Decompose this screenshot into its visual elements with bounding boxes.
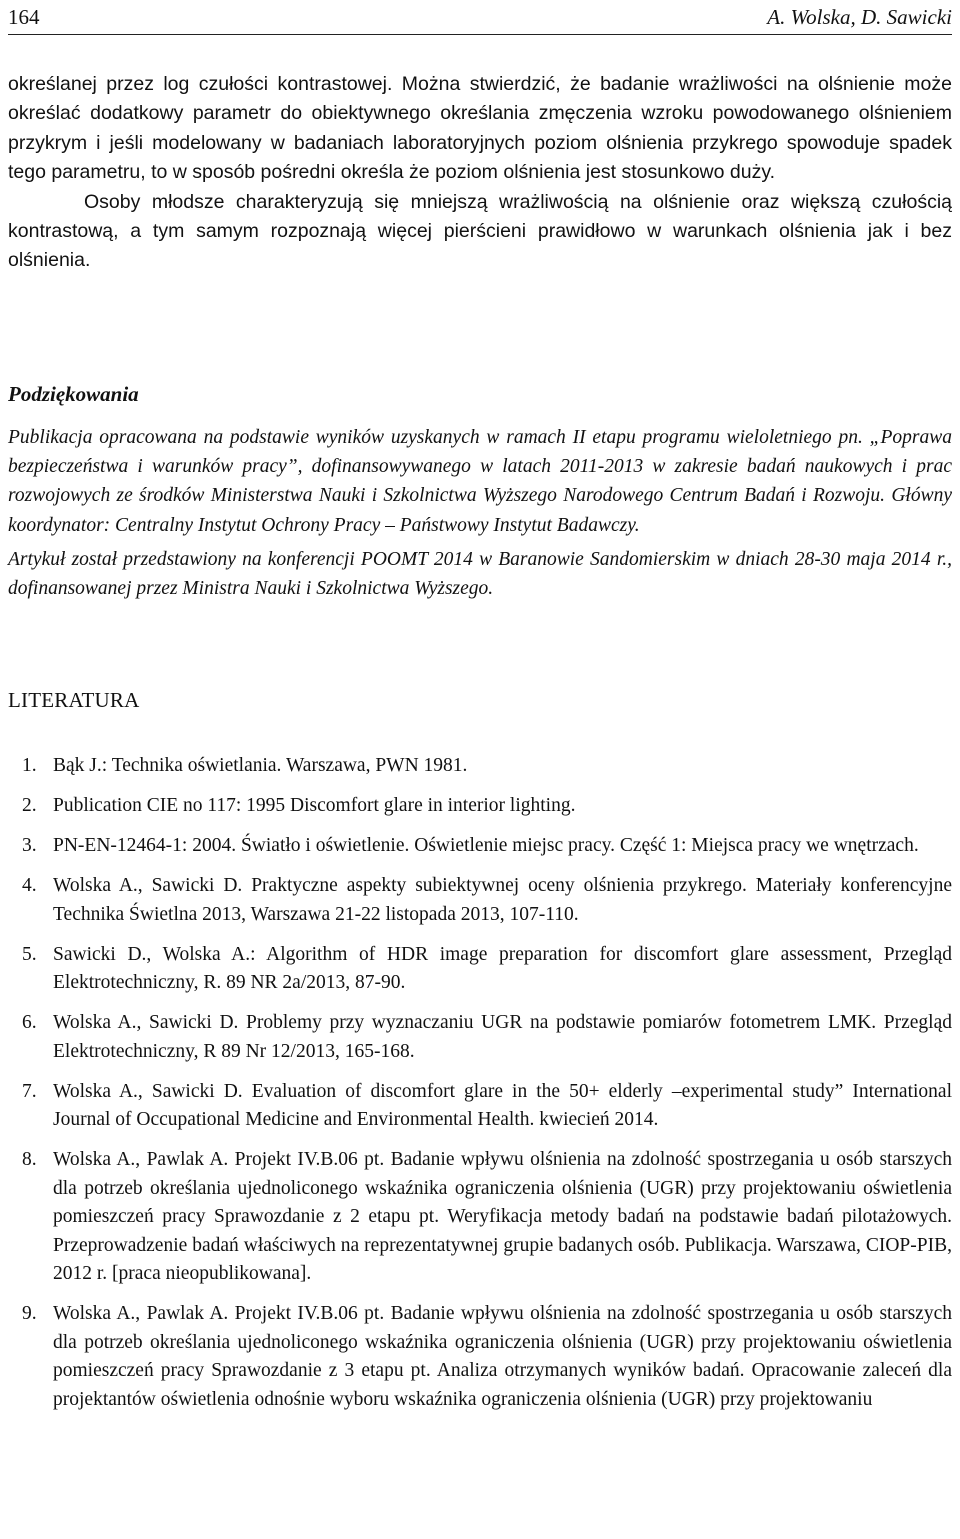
reference-item [8,941,952,998]
reference-text: Sawicki D., Wolska A.: Algorithm of HDR image preparation for discomfort glare assessment, Przegląd Elektrotechniczny, R. 89 NR 2a/2013, 87-90. [53,943,952,993]
reference-item [8,1146,952,1289]
body-text [8,70,952,276]
page-header [8,0,952,35]
reference-item [8,1300,952,1414]
reference-item [8,1009,952,1066]
reference-number: 4. [22,875,37,896]
reference-number: 2. [22,795,37,816]
reference-number: 1. [22,755,37,776]
acknowledgements-paragraph: Artykuł został przedstawiony na konferencji POOMT 2014 w Baranowie Sandomierskim w dniach 28-30 maja 2014 r., dofinansowanej przez Ministra Nauki i Szkolnictwa Wyższego. [8,548,952,600]
reference-text: PN-EN-12464-1: 2004. Światło i oświetlenie. Oświetlenie miejsc pracy. Część 1: Miejsca pracy we wnętrzach. [53,835,919,856]
acknowledgements-paragraph: Publikacja opracowana na podstawie wyników uzyskanych w ramach II etapu programu wieloletniego pn. „Poprawa bezpieczeństwa i warunków pracy”, dofinansowywanego w latach 2011-2013 w zakresie badań naukowych i prac rozwojowych ze środków Ministerstwa Nauki i Szkolnictwa Wyższego Narodowego Centrum Badań i Rozwoju. Główny koordynator: Centralny Instytut Ochrony Pracy – Państwowy Instytut Badawczy. [8,427,952,536]
page-number: 164 [8,5,40,29]
acknowledgements-heading: Podziękowania [8,382,139,406]
reference-number: 3. [22,835,37,856]
reference-number: 9. [22,1303,37,1324]
reference-item [8,832,952,861]
reference-item [8,752,952,781]
acknowledgements-section [8,423,952,603]
reference-text: Publication CIE no 117: 1995 Discomfort glare in interior lighting. [53,795,576,816]
reference-text: Wolska A., Pawlak A. Projekt IV.B.06 pt. Badanie wpływu olśnienia na zdolność spostrzegania u osób starszych dla potrzeb określania ujednoliconego wskaźnika ograniczenia olśnienia (UGR) przy projektowaniu oświetlenia pomieszczeń pracy Sprawozdanie z 3 etapu pt. Analiza otrzymanych wyników badań. Opracowanie zaleceń dla projektantów oświetlenia odnośnie wyboru wskaźnika ograniczenia olśnienia (UGR) przy projektowaniu [53,1303,952,1410]
reference-text: Wolska A., Sawicki D. Praktyczne aspekty subiektywnej oceny olśnienia przykrego. Materiały konferencyjne Technika Świetlna 2013, Warszawa 21-22 listopada 2013, 107-110. [53,875,952,925]
running-head-authors: A. Wolska, D. Sawicki [767,5,952,29]
reference-number: 5. [22,943,37,965]
reference-list [8,752,952,1426]
literature-heading: LITERATURA [8,688,140,712]
reference-text: Wolska A., Sawicki D. Evaluation of discomfort glare in the 50+ elderly –experimental study” International Journal of Occupational Medicine and Environmental Health. kwiecień 2014. [53,1080,952,1130]
body-paragraph: określanej przez log czułości kontrastowej. Można stwierdzić, że badanie wrażliwości na olśnienie może określać dodatkowy parametr do obiektywnego określania zmęczenia wzroku powodowanego olśnieniem przykrym i jeśli modelowany w badaniach laboratoryjnych poziom olśnienia przykrego spowoduje spadek tego parametru, to w sposób pośredni określa że poziom olśnienia jest stosunkowo duży. [8,73,952,184]
body-paragraph: Osoby młodsze charakteryzują się mniejszą wrażliwością na olśnienie oraz większą czułością kontrastową, a tym samym rozpoznają więcej pierścieni prawidłowo w warunkach olśnienia jak i bez olśnienia. [8,190,952,272]
reference-text: Bąk J.: Technika oświetlania. Warszawa, PWN 1981. [53,755,468,776]
reference-text: Wolska A., Sawicki D. Problemy przy wyznaczaniu UGR na podstawie pomiarów fotometrem LMK. Przegląd Elektrotechniczny, R 89 Nr 12/2013, 165-168. [53,1012,952,1062]
reference-item [8,872,952,929]
reference-number: 6. [22,1012,37,1033]
reference-item [8,1078,952,1135]
reference-number: 8. [22,1149,37,1170]
reference-item [8,792,952,821]
reference-number: 7. [22,1080,37,1102]
reference-text: Wolska A., Pawlak A. Projekt IV.B.06 pt. Badanie wpływu olśnienia na zdolność spostrzegania u osób starszych dla potrzeb określania ujednoliconego wskaźnika ograniczenia olśnienia (UGR) przy projektowaniu oświetlenia pomieszczeń pracy Sprawozdanie z 2 etapu pt. Weryfikacja metody badań na podstawie badań pilotażowych. Przeprowadzenie badań właściwych na reprezentatywnej grupie badanych osób. Publikacja. Warszawa, CIOP-PIB, 2012 r. [praca nieopublikowana]. [53,1149,952,1284]
